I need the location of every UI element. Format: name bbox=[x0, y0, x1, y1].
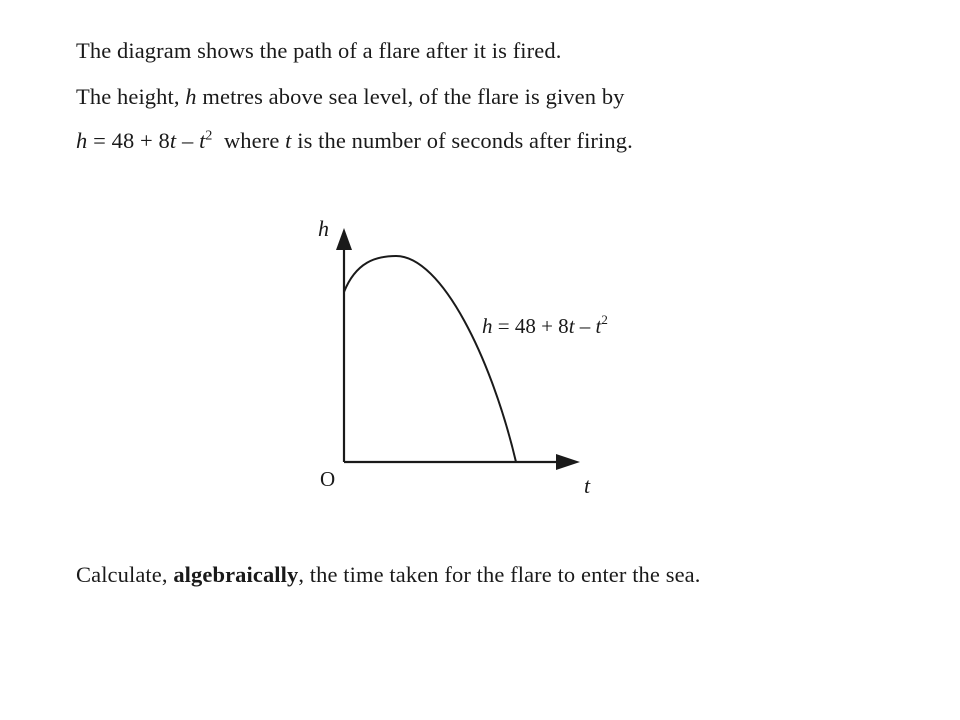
intro-text-2b: metres above sea level, of the flare is given by bbox=[196, 84, 625, 109]
x-axis-arrowhead bbox=[556, 454, 580, 470]
curve-label-t2: t bbox=[595, 314, 602, 338]
flare-path-curve bbox=[344, 256, 516, 462]
equation-minus: – bbox=[176, 128, 200, 153]
y-axis-arrowhead bbox=[336, 228, 352, 250]
curve-label-h: h bbox=[482, 314, 493, 338]
variable-h: h bbox=[185, 84, 197, 109]
variable-t: t bbox=[199, 128, 206, 153]
equation-suffix: is the number of seconds after firing. bbox=[291, 128, 633, 153]
question-prefix: Calculate, bbox=[76, 562, 174, 587]
variable-t: t bbox=[169, 128, 177, 153]
origin-label: O bbox=[320, 467, 336, 491]
question-suffix: , the time taken for the flare to enter the sea. bbox=[298, 562, 701, 587]
question-bold-word: algebraically bbox=[173, 562, 299, 587]
variable-t: t bbox=[285, 128, 292, 153]
curve-label-minus: – bbox=[574, 314, 596, 338]
equation-where: where bbox=[212, 128, 286, 153]
curve-label-eq: = 48 + 8 bbox=[492, 314, 569, 338]
exponent: 2 bbox=[205, 128, 213, 144]
variable-h: h bbox=[76, 128, 88, 153]
equation-part: = 48 + 8 bbox=[87, 128, 170, 153]
intro-text-1: The diagram shows the path of a flare after it is fired. bbox=[76, 38, 562, 63]
curve-label-t1: t bbox=[568, 314, 575, 338]
question-line bbox=[76, 562, 700, 588]
y-axis-label: h bbox=[318, 216, 329, 241]
curve-label-exponent: 2 bbox=[601, 312, 608, 327]
curve-equation-label bbox=[482, 312, 608, 338]
x-axis-label: t bbox=[584, 473, 591, 498]
intro-text-2a: The height, bbox=[76, 84, 186, 109]
